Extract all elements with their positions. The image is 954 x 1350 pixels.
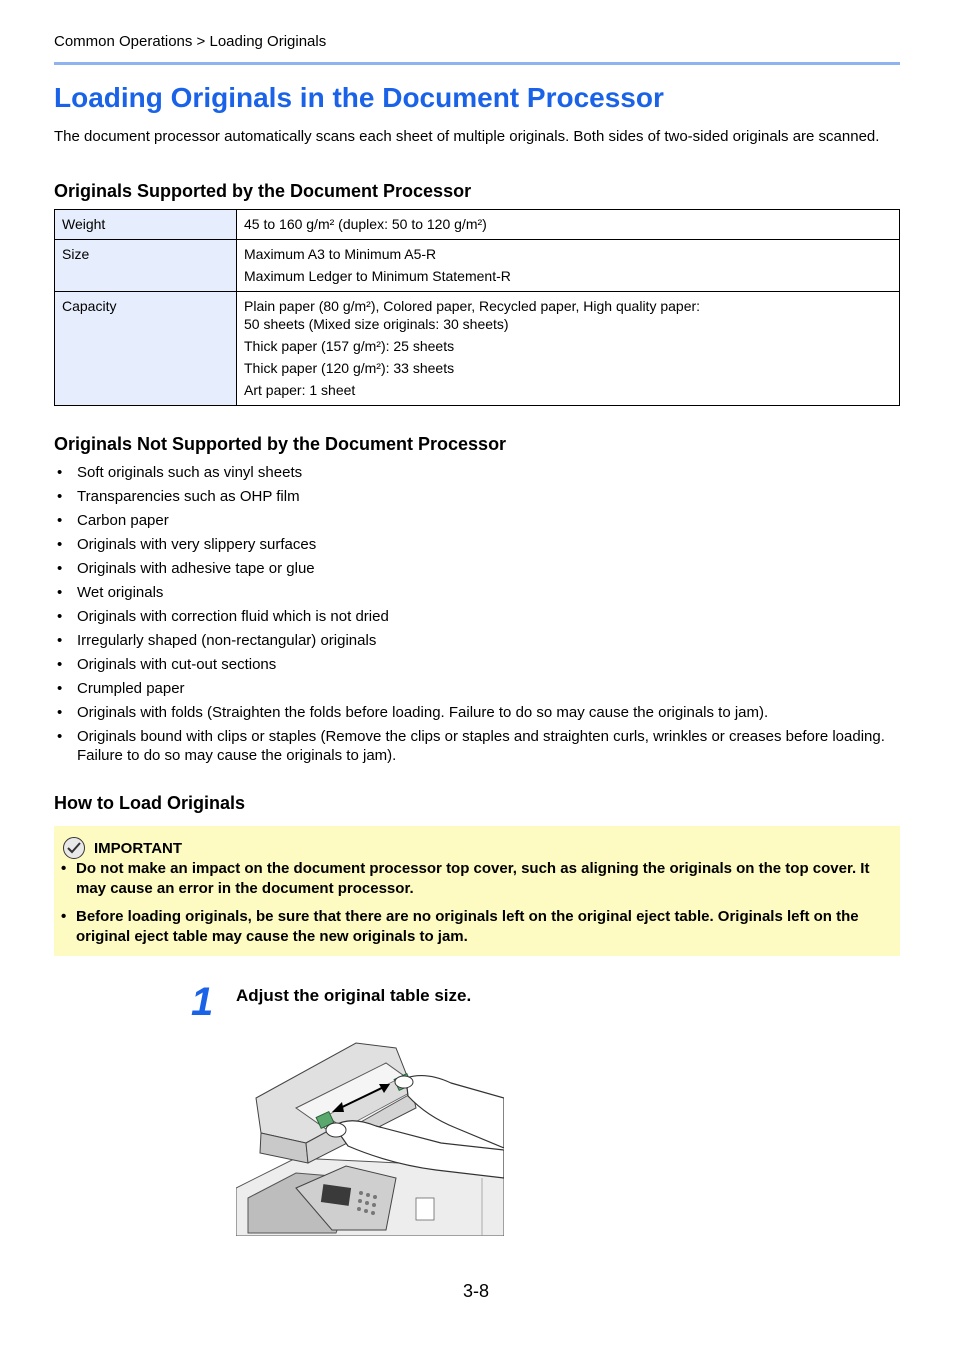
important-notice [54, 826, 900, 956]
table-value-line: Thick paper (120 g/m²): 33 sheets [244, 360, 455, 376]
page-title: Loading Originals in the Document Processor [54, 82, 664, 113]
header-rule [54, 62, 900, 65]
not-supported-heading: Originals Not Supported by the Document Processor [54, 434, 507, 454]
table-value-line: Plain paper (80 g/m²), Colored paper, Recycled paper, High quality paper: [244, 298, 701, 314]
table-value-line: Thick paper (157 g/m²): 25 sheets [244, 338, 455, 354]
list-item: • Soft originals such as vinyl sheets [54, 463, 900, 482]
important-item: • Do not make an impact on the document processor top cover, such as aligning the originals on the top cover. It may cause an error in the document processor. [61, 859, 891, 899]
table-value-cell [237, 292, 900, 406]
how-to-load-heading: How to Load Originals [54, 793, 246, 813]
table-label-cell: Capacity [55, 292, 237, 406]
step-text: Adjust the original table size. [236, 986, 472, 1005]
table-row [55, 240, 900, 292]
list-item: • Crumpled paper [54, 679, 900, 698]
list-item: • Irregularly shaped (non-rectangular) originals [54, 631, 900, 650]
table-value-line: Maximum A3 to Minimum A5-R [244, 246, 437, 262]
important-item: • Before loading originals, be sure that there are no originals left on the original eject table. Originals left on the original eject table may cause the new originals to jam. [61, 907, 891, 947]
list-item: • Originals with adhesive tape or glue [54, 559, 900, 578]
table-value-line: 50 sheets (Mixed size originals: 30 sheets) [244, 316, 509, 332]
table-label-cell: Weight [55, 210, 237, 240]
list-item: • Originals with correction fluid which is not dried [54, 607, 900, 626]
breadcrumb: Common Operations > Loading Originals [54, 33, 327, 50]
list-item: • Wet originals [54, 583, 900, 602]
table-value-line: Maximum Ledger to Minimum Statement-R [244, 268, 511, 284]
supported-originals-table [54, 209, 900, 406]
important-list [61, 859, 891, 955]
table-row [55, 292, 900, 406]
step-number: 1 [191, 980, 214, 1024]
list-item: • Originals with cut-out sections [54, 655, 900, 674]
list-item: • Originals with very slippery surfaces [54, 535, 900, 554]
list-item: • Transparencies such as OHP film [54, 487, 900, 506]
check-icon [63, 837, 85, 859]
list-item: • Originals bound with clips or staples (Remove the clips or staples and straighten curls, wrinkles or creases before loading. Failure to do so may cause the originals to jam). [54, 727, 900, 765]
table-value-line: 45 to 160 g/m² (duplex: 50 to 120 g/m²) [244, 216, 487, 232]
page-number: 3-8 [463, 1281, 490, 1301]
list-item: • Carbon paper [54, 511, 900, 530]
document-processor-illustration [236, 1038, 504, 1236]
supported-heading: Originals Supported by the Document Processor [54, 181, 472, 201]
not-supported-list [54, 463, 900, 770]
table-row [55, 210, 900, 240]
intro-paragraph: The document processor automatically scans each sheet of multiple originals. Both sides of two-sided originals are scanned. [54, 128, 880, 145]
important-header [63, 836, 182, 860]
important-label: IMPORTANT [94, 839, 183, 857]
table-value-cell [237, 240, 900, 292]
table-value-cell [237, 210, 900, 240]
table-label-cell: Size [55, 240, 237, 292]
table-value-line: Art paper: 1 sheet [244, 382, 356, 398]
list-item: • Originals with folds (Straighten the folds before loading. Failure to do so may cause the originals to jam). [54, 703, 900, 722]
